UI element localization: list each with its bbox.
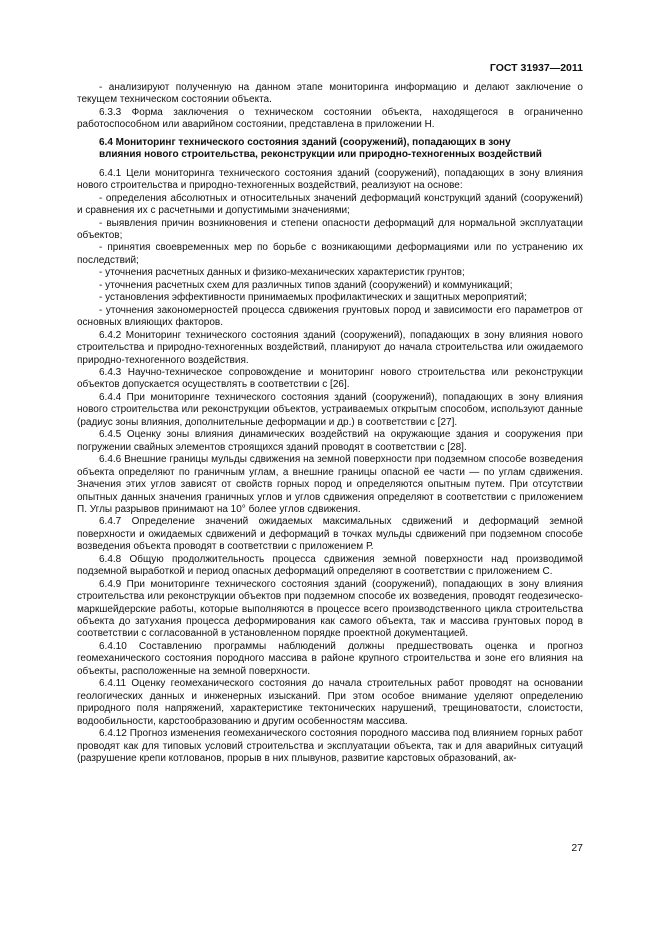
paragraph: 6.4.12 Прогноз изменения геомеханического состояния породного массива под влиянием горных работ проводят как для типовых условий строительства и эксплуатации объекта, так и для аварийных ситуаций (разрушение крепи котлованов, прорыв в них плывунов, развитие карстовых образований, ак- <box>77 728 583 765</box>
document-body <box>77 82 583 765</box>
list-item: - уточнения расчетных схем для различных типов зданий (сооружений) и коммуникаций; <box>99 279 513 291</box>
paragraph: 6.3.3 Форма заключения о техническом состоянии объекта, находящегося в ограниченно работоспособном или аварийном состоянии, представлена в приложении Н. <box>77 106 583 131</box>
paragraph: - анализируют полученную на данном этапе мониторинга информацию и делают заключение о текущем техническом состоянии объекта. <box>77 82 583 106</box>
paragraph: 6.4.4 При мониторинге технического состояния зданий (сооружений), попадающих в зону влияния нового строительства или реконструкции объектов, устраиваемых открытым способом, используют данные (радиус зоны влияния, дополнительные деформации и др.) в соответствии с [27]. <box>77 391 583 428</box>
section-heading <box>77 137 583 162</box>
paragraph: 6.4.7 Определение значений ожидаемых максимальных сдвижений и деформаций земной поверхности и ожидаемых сдвижений и деформаций в точках мульды сдвижений при подземном способе возведения объекта проводят в соответствии с приложением Р. <box>77 516 583 553</box>
list-item: - принятия своевременных мер по борьбе с возникающими деформациями или по устранению их последствий; <box>77 242 583 266</box>
document-header: ГОСТ 31937—2011 <box>489 62 583 74</box>
paragraph: 6.4.9 При мониторинге технического состояния зданий (сооружений), попадающих в зону влияния строительства или реконструкции объектов при подземном способе их возведения, проводят геодезическо-маркшейдерские работы, которые выполняются в процессе всего производственного цикла строительства объекта до затухания процесса деформирования как самого объекта, так и массива грунтовых пород в соответствии с согласованной в установленном порядке проектной документацией. <box>77 578 583 640</box>
list-item: - выявления причин возникновения и степени опасности деформаций для нормальной эксплуатации объектов; <box>77 217 583 241</box>
paragraph: 6.4.11 Оценку геомеханического состояния до начала строительных работ проводят на основании геологических данных и инженерных изысканий. При этом особое внимание уделяют определению природного поля напряжений, характеристике тектонических нарушений, трещиноватости, слоистости, водообильности, карстообразованию и другим особенностям массива. <box>77 678 583 727</box>
paragraph: 6.4.10 Составлению программы наблюдений должны предшествовать оценка и прогноз геомеханического состояния породного массива в районе крупного строительства и зоне его влияния на объекты, расположенные на земной поверхности. <box>77 640 583 677</box>
section-heading-line: влияния нового строительства, реконструкции или природно-техногенных воздействий <box>99 149 542 161</box>
page-number: 27 <box>571 842 583 854</box>
paragraph: 6.4.3 Научно-техническое сопровождение и мониторинг нового строительства или реконструкции объектов допускается осуществлять в соответствии с [26]. <box>77 366 583 391</box>
section-heading-line: 6.4 Мониторинг технического состояния зданий (сооружений), попадающих в зону <box>99 136 511 148</box>
paragraph: 6.4.1 Цели мониторинга технического состояния зданий (сооружений), попадающих в зону влияния нового строительства и природно-техногенных воздействий, реализуют на основе: <box>77 167 583 192</box>
paragraph: 6.4.8 Общую продолжительность процесса сдвижения земной поверхности над производимой подземной выработкой и период опасных деформаций определяют в соответствии с приложением С. <box>77 553 583 578</box>
list-item: - уточнения расчетных данных и физико-механических характеристик грунтов; <box>99 267 465 279</box>
paragraph: 6.4.6 Внешние границы мульды сдвижения на земной поверхности при подземном способе возведения объекта определяют по граничным углам, а внешние границы опасной ее части — по углам сдвижения. Значения этих углов зависят от свойств горных пород и определяются опытным путем. При отсутствии опытных данных значения граничных углов и углов сдвижения определяют в соответствии с приложением П. Углы разрывов принимают на 10° более углов сдвижения. <box>77 454 583 515</box>
list-item: - установления эффективности принимаемых профилактических и защитных мероприятий; <box>99 292 527 304</box>
list-item: - определения абсолютных и относительных значений деформаций конструкций зданий (сооружений) и сравнения их с расчетными и допустимыми значениями; <box>77 192 583 217</box>
list-item: - уточнения закономерностей процесса сдвижения грунтовых пород и зависимости его параметров от основных влияющих факторов. <box>77 304 583 329</box>
paragraph: 6.4.5 Оценку зоны влияния динамических воздействий на окружающие здания и сооружения при погружении свайных элементов строящихся зданий проводят в соответствии с [28]. <box>77 429 583 453</box>
paragraph: 6.4.2 Мониторинг технического состояния зданий (сооружений), попадающих в зону влияния нового строительства и природно-техногенных воздействий, планируют до начала строительства или ожидаемого природно-техногенного воздействия. <box>77 329 583 366</box>
